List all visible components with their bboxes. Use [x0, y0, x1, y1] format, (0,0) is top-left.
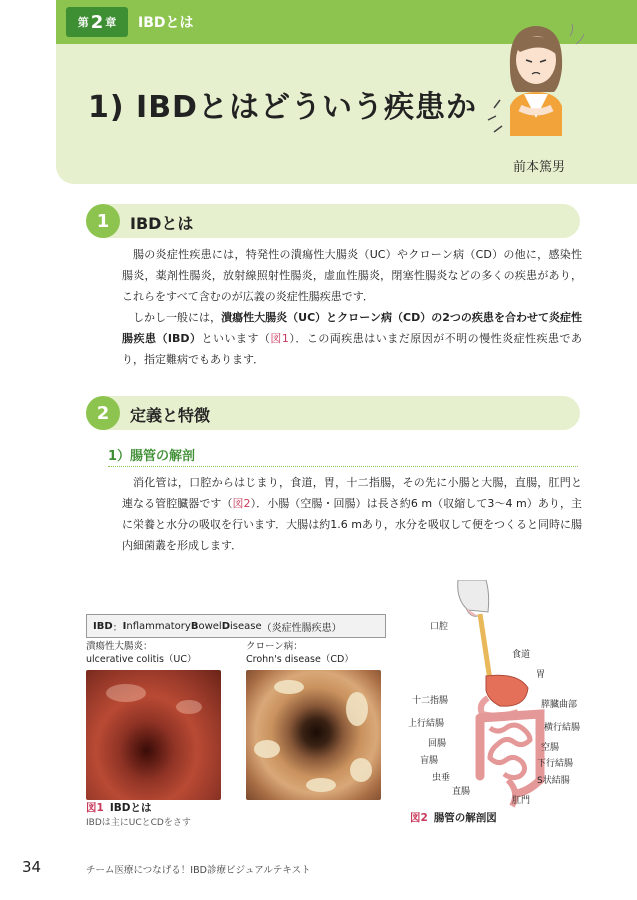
cd-label-jp: クローン病： — [246, 641, 303, 652]
banner-letter: D — [221, 620, 231, 632]
label-esophagus: 食道 — [512, 650, 531, 660]
cd-label — [246, 640, 381, 666]
banner-word: isease — [230, 620, 262, 632]
banner-letter: B — [190, 620, 199, 632]
figure-title: IBDとは — [109, 802, 152, 814]
label-transverse-colon: 横行結腸 — [544, 723, 581, 733]
uc-label — [86, 640, 221, 666]
figure-number: 図1 — [86, 802, 104, 814]
figure-1-subcaption: IBDは主にUCとCDをさす — [86, 818, 191, 828]
label-duodenum: 十二指腸 — [412, 696, 449, 706]
figure-1-banner — [86, 614, 386, 638]
banner-abbr: IBD — [93, 620, 113, 632]
chapter-number: 2 — [90, 11, 104, 33]
label-jejunum: 空腸 — [541, 743, 560, 753]
section-number: 2 — [86, 396, 120, 430]
subsection-divider — [108, 466, 578, 467]
uc-label-en: ulcerative colitis（UC） — [86, 654, 197, 665]
chapter-prefix: 第 — [77, 16, 89, 29]
section-number: 1 — [86, 204, 120, 238]
subsection-title: 1）腸管の解剖 — [108, 449, 196, 464]
cd-label-en: Crohn's disease（CD） — [246, 654, 354, 665]
label-pancreatic-flexure: 膵臓曲部 — [541, 700, 578, 710]
text-run: 消化管は，口腔からはじまり，食道，胃，十二指腸，その先に小腸と大腸，直腸，肛門と連なる管腔臓器です（ — [122, 476, 582, 510]
page-title: 1) IBDとはどういう疾患か — [88, 90, 477, 125]
banner-word: owel — [198, 620, 222, 632]
uc-endoscopy-photo — [86, 670, 221, 800]
uc-label-jp: 潰瘍性大腸炎： — [86, 641, 153, 652]
text-run: といいます（ — [201, 332, 271, 345]
section-heading-ibd — [86, 204, 580, 238]
section-heading-definition — [86, 396, 580, 430]
label-sigmoid-colon: S状結腸 — [537, 776, 570, 786]
label-appendix: 虫垂 — [432, 773, 451, 783]
paragraph-ibd-intro: 腸の炎症性疾患には，特発性の潰瘍性大腸炎（UC）やクローン病（CD）の他に，感染性腸炎，薬剤性腸炎，放射線照射性腸炎，虚血性腸炎，閉塞性腸炎などの多くの疾患があり，これらをすべて含むのが広義の炎症性腸疾患です． — [122, 248, 582, 303]
banner-letter: I — [122, 620, 127, 632]
emphasis-text: 潰瘍性大腸炎（UC）とクローン病（CD）の2つの疾患を合わせて炎症性腸疾患（IBD） — [122, 311, 583, 345]
paragraph-ibd-definition — [122, 307, 582, 370]
figure-1 — [86, 614, 386, 665]
chapter-suffix: 章 — [105, 16, 117, 29]
cd-endoscopy-photo — [246, 670, 381, 800]
banner-word: nflammatory — [126, 620, 191, 632]
section-title: 定義と特徴 — [130, 406, 211, 425]
chapter-badge — [66, 7, 128, 37]
section-title: IBDとは — [130, 214, 194, 233]
figure-number: 図2 — [410, 812, 428, 824]
banner-sep: ： — [112, 622, 123, 634]
page-number: 34 — [22, 858, 42, 876]
author: 前本篤男 — [513, 160, 566, 175]
figure-title: 腸管の解剖図 — [433, 812, 497, 824]
text-run: ）．この両疾患はいまだ原因が不明の慢性炎症性疾患であり，指定難病でもあります． — [122, 332, 582, 366]
stomach-ache-woman-illustration — [480, 8, 590, 136]
label-rectum: 直腸 — [452, 787, 471, 797]
label-ascending-colon: 上行結腸 — [408, 719, 445, 729]
figure-reference-link[interactable]: 図2 — [232, 497, 251, 510]
figure-1-caption — [86, 800, 151, 815]
text-run: ）．小腸（空腸・回腸）は長さ約6 m（収縮して3〜4 m）あり，主に栄養と水分の吸収を行います．大腸は約1.6 mあり，水分を吸収して便をつくると同時に腸内細菌叢を形成します． — [122, 497, 583, 552]
label-descending-colon: 下行結腸 — [537, 759, 574, 769]
label-ileum: 回腸 — [428, 739, 447, 749]
paragraph-anatomy — [122, 472, 582, 556]
banner-jp: （炎症性腸疾患） — [261, 622, 342, 634]
label-oral-cavity: 口腔 — [430, 622, 449, 632]
figure-2-caption — [410, 810, 497, 825]
figure-reference-link[interactable]: 図1 — [270, 332, 289, 345]
label-anus: 肛門 — [512, 796, 531, 806]
label-stomach: 胃 — [536, 670, 546, 680]
text-run: しかし一般には， — [133, 311, 222, 324]
label-cecum: 盲腸 — [420, 756, 439, 766]
chapter-name: IBDとは — [138, 15, 194, 31]
book-title: チーム医療につなげる！IBD診療ビジュアルテキスト — [86, 865, 311, 876]
